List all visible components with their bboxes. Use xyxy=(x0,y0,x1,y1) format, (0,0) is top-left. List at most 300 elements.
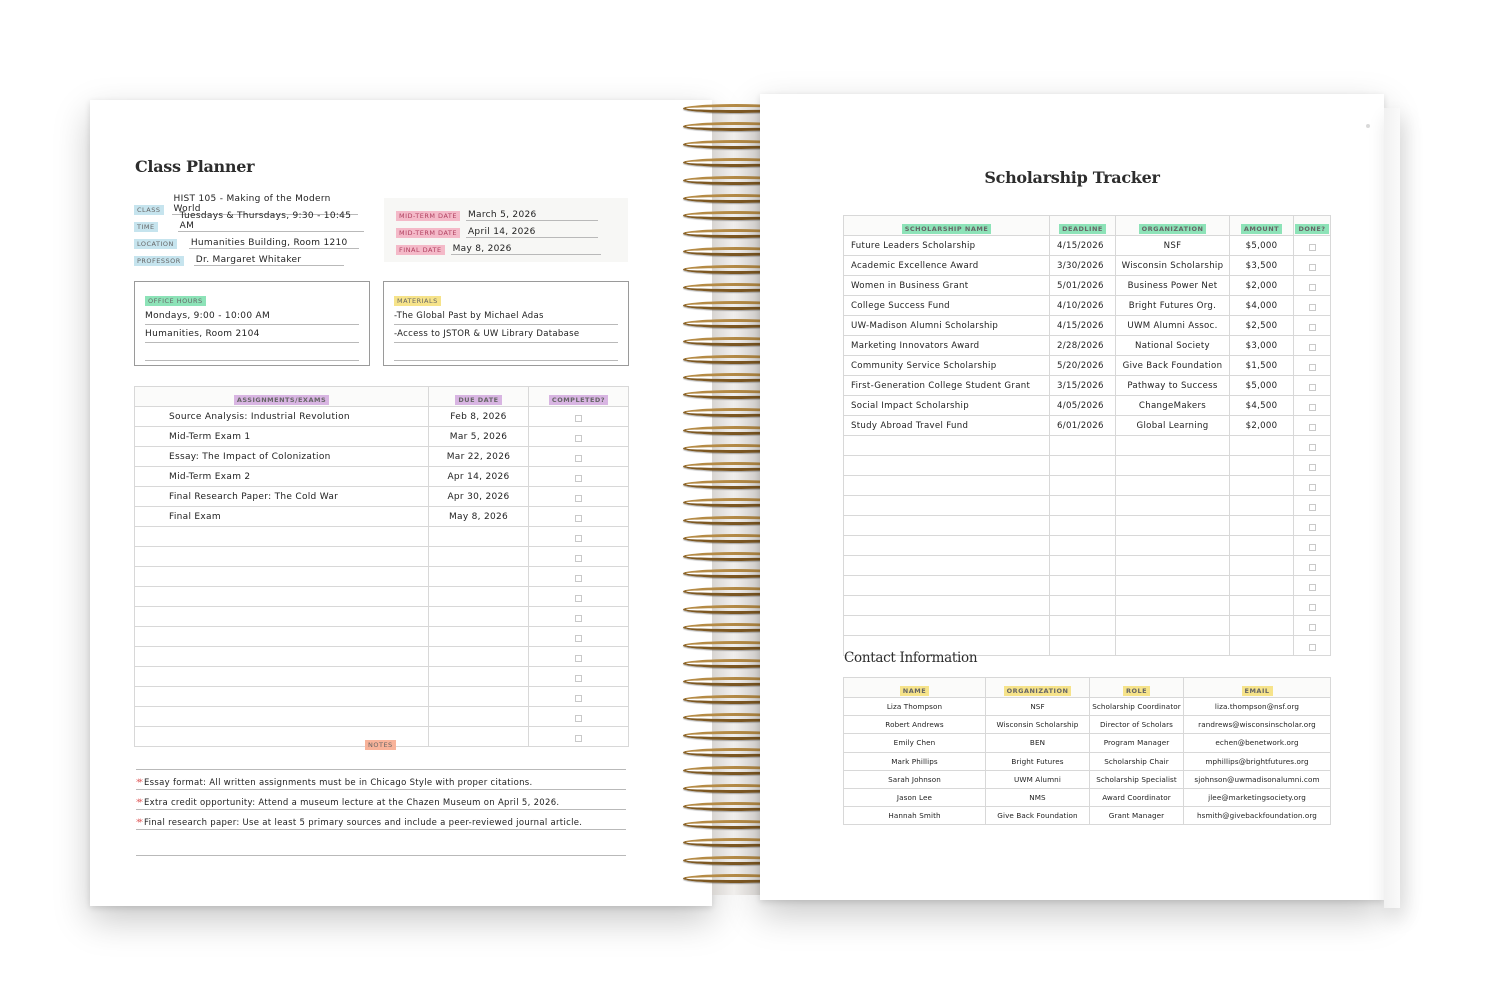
scholarship-organization[interactable]: Bright Futures Org. xyxy=(1116,296,1230,316)
notes-line[interactable] xyxy=(136,830,626,856)
scholarship-organization[interactable] xyxy=(1116,476,1230,496)
done-header: DONE? xyxy=(1294,216,1331,236)
scholarship-organization[interactable] xyxy=(1116,556,1230,576)
assignment-completed xyxy=(529,547,629,567)
contact-row[interactable] xyxy=(844,734,1331,752)
scholarship-deadline[interactable] xyxy=(1050,556,1116,576)
scholarship-row[interactable] xyxy=(844,476,1331,496)
assignment-name[interactable] xyxy=(135,667,429,687)
assignment-name[interactable]: Mid-Term Exam 2 xyxy=(135,467,429,487)
scholarship-name[interactable]: Future Leaders Scholarship xyxy=(844,236,1050,256)
assignment-row[interactable] xyxy=(135,587,629,607)
completed-checkbox[interactable] xyxy=(575,535,582,542)
note-item[interactable]: ** Essay format: All written assignments must be in Chicago Style with proper citations. xyxy=(136,770,626,790)
scholarship-done xyxy=(1294,276,1331,296)
contact-role[interactable]: Program Manager xyxy=(1090,734,1184,752)
assignment-due-date[interactable] xyxy=(429,567,529,587)
scholarship-done xyxy=(1294,636,1331,656)
contact-name[interactable]: Emily Chen xyxy=(844,734,986,752)
scholarship-row[interactable] xyxy=(844,416,1331,436)
assignment-name[interactable]: Source Analysis: Industrial Revolution xyxy=(135,407,429,427)
scholarship-amount[interactable]: $3,000 xyxy=(1230,336,1294,356)
scholarship-done xyxy=(1294,616,1331,636)
scholarship-amount[interactable] xyxy=(1230,576,1294,596)
scholarship-deadline[interactable]: 5/01/2026 xyxy=(1050,276,1116,296)
assignment-completed xyxy=(529,727,629,747)
midterm-2-label: MID-TERM DATE xyxy=(396,228,460,238)
scholarship-amount[interactable] xyxy=(1230,496,1294,516)
scholarship-amount[interactable]: $5,000 xyxy=(1230,236,1294,256)
scholarship-deadline[interactable]: 3/15/2026 xyxy=(1050,376,1116,396)
final-date-label: FINAL DATE xyxy=(396,245,445,255)
done-checkbox[interactable] xyxy=(1309,544,1316,551)
scholarship-deadline[interactable] xyxy=(1050,616,1116,636)
scholarship-row[interactable] xyxy=(844,456,1331,476)
completed-checkbox[interactable] xyxy=(575,415,582,422)
scholarship-deadline[interactable]: 2/28/2026 xyxy=(1050,336,1116,356)
assignment-completed xyxy=(529,607,629,627)
contact-email-header: EMAIL xyxy=(1184,678,1331,698)
contact-email[interactable]: randrews@wisconsinscholar.org xyxy=(1184,716,1331,734)
assignment-due-date[interactable]: Apr 30, 2026 xyxy=(429,487,529,507)
scholarship-done xyxy=(1294,396,1331,416)
contacts-body xyxy=(844,698,1331,825)
contact-row[interactable] xyxy=(844,698,1331,716)
completed-checkbox[interactable] xyxy=(575,655,582,662)
assignment-row[interactable] xyxy=(135,627,629,647)
note-item[interactable]: ** Extra credit opportunity: Attend a museum lecture at the Chazen Museum on April 5, 2026. xyxy=(136,790,626,810)
professor-value[interactable]: Dr. Margaret Whitaker xyxy=(194,255,344,266)
contact-email[interactable]: liza.thompson@nsf.org xyxy=(1184,698,1331,716)
contact-role[interactable]: Scholarship Coordinator xyxy=(1090,698,1184,716)
scholarship-name[interactable]: Marketing Innovators Award xyxy=(844,336,1050,356)
scholarship-amount[interactable] xyxy=(1230,556,1294,576)
contact-row[interactable] xyxy=(844,770,1331,788)
completed-checkbox[interactable] xyxy=(575,475,582,482)
scholarship-row[interactable] xyxy=(844,436,1331,456)
midterm-1-value[interactable]: March 5, 2026 xyxy=(466,210,598,221)
contact-role[interactable]: Director of Scholars xyxy=(1090,716,1184,734)
scholarship-organization[interactable] xyxy=(1116,516,1230,536)
scholarship-amount[interactable]: $5,000 xyxy=(1230,376,1294,396)
assignment-name[interactable]: Essay: The Impact of Colonization xyxy=(135,447,429,467)
scholarship-done xyxy=(1294,536,1331,556)
contact-name[interactable]: Robert Andrews xyxy=(844,716,986,734)
class-info-row xyxy=(134,211,374,232)
assignment-due-date[interactable]: Apr 14, 2026 xyxy=(429,467,529,487)
scholarship-name[interactable] xyxy=(844,456,1050,476)
scholarship-organization[interactable] xyxy=(1116,456,1230,476)
scholarship-deadline[interactable] xyxy=(1050,456,1116,476)
contacts-table xyxy=(843,677,1331,825)
office-hours-line[interactable]: Mondays, 9:00 - 10:00 AM xyxy=(145,307,359,325)
assignment-name[interactable] xyxy=(135,567,429,587)
scholarship-deadline[interactable] xyxy=(1050,516,1116,536)
completed-checkbox[interactable] xyxy=(575,515,582,522)
scholarship-row[interactable] xyxy=(844,516,1331,536)
right-page xyxy=(760,94,1384,900)
scholarship-organization[interactable] xyxy=(1116,496,1230,516)
assignment-name[interactable] xyxy=(135,647,429,667)
class-info-row xyxy=(134,232,374,249)
scholarship-done xyxy=(1294,596,1331,616)
materials-line[interactable]: -Access to JSTOR & UW Library Database xyxy=(394,325,618,343)
exam-dates xyxy=(384,198,628,262)
scholarship-row[interactable] xyxy=(844,236,1331,256)
scholarship-name[interactable] xyxy=(844,516,1050,536)
assignment-due-date[interactable]: Feb 8, 2026 xyxy=(429,407,529,427)
scholarship-name[interactable]: UW-Madison Alumni Scholarship xyxy=(844,316,1050,336)
scholarship-row[interactable] xyxy=(844,296,1331,316)
scholarship-deadline[interactable] xyxy=(1050,476,1116,496)
scholarship-done xyxy=(1294,476,1331,496)
scholarship-amount[interactable] xyxy=(1230,636,1294,656)
scholarship-deadline[interactable]: 4/15/2026 xyxy=(1050,316,1116,336)
scholarship-organization[interactable]: UWM Alumni Assoc. xyxy=(1116,316,1230,336)
completed-checkbox[interactable] xyxy=(575,595,582,602)
assignment-name[interactable] xyxy=(135,587,429,607)
assignments-table xyxy=(134,386,629,747)
scholarship-organization[interactable]: Business Power Net xyxy=(1116,276,1230,296)
done-checkbox[interactable] xyxy=(1309,604,1316,611)
scholarship-organization[interactable] xyxy=(1116,436,1230,456)
contact-email[interactable]: jlee@marketingsociety.org xyxy=(1184,788,1331,806)
assignment-row[interactable] xyxy=(135,687,629,707)
scholarship-deadline[interactable]: 5/20/2026 xyxy=(1050,356,1116,376)
contact-row[interactable] xyxy=(844,788,1331,806)
assignment-due-date[interactable] xyxy=(429,527,529,547)
assignment-completed xyxy=(529,587,629,607)
assignment-name[interactable]: Final Research Paper: The Cold War xyxy=(135,487,429,507)
scholarship-deadline[interactable]: 4/10/2026 xyxy=(1050,296,1116,316)
scholarship-deadline[interactable] xyxy=(1050,636,1116,656)
completed-checkbox[interactable] xyxy=(575,615,582,622)
scholarship-name[interactable]: Social Impact Scholarship xyxy=(844,396,1050,416)
scholarship-name[interactable]: Study Abroad Travel Fund xyxy=(844,416,1050,436)
assignment-due-date[interactable] xyxy=(429,547,529,567)
scholarship-name[interactable]: Academic Excellence Award xyxy=(844,256,1050,276)
assignment-row[interactable] xyxy=(135,427,629,447)
assignment-row[interactable] xyxy=(135,667,629,687)
assignment-row[interactable] xyxy=(135,447,629,467)
assignment-row[interactable] xyxy=(135,647,629,667)
assignment-row[interactable] xyxy=(135,607,629,627)
scholarship-deadline[interactable] xyxy=(1050,536,1116,556)
scholarship-amount[interactable]: $2,000 xyxy=(1230,276,1294,296)
completed-checkbox[interactable] xyxy=(575,635,582,642)
contact-organization[interactable]: Wisconsin Scholarship xyxy=(986,716,1090,734)
scholarship-row[interactable] xyxy=(844,556,1331,576)
scholarship-done xyxy=(1294,296,1331,316)
scholarship-organization[interactable] xyxy=(1116,536,1230,556)
scholarship-row[interactable] xyxy=(844,576,1331,596)
done-checkbox[interactable] xyxy=(1309,584,1316,591)
assignment-name[interactable]: Mid-Term Exam 1 xyxy=(135,427,429,447)
contact-email[interactable]: mphillips@brightfutures.org xyxy=(1184,752,1331,770)
assignment-name[interactable] xyxy=(135,687,429,707)
contact-role[interactable]: Scholarship Specialist xyxy=(1090,770,1184,788)
class-info-row xyxy=(134,249,374,266)
scholarship-done xyxy=(1294,256,1331,276)
scholarship-done xyxy=(1294,236,1331,256)
contact-name[interactable]: Liza Thompson xyxy=(844,698,986,716)
done-checkbox[interactable] xyxy=(1309,484,1316,491)
assignment-name[interactable] xyxy=(135,527,429,547)
scholarship-organization[interactable]: Wisconsin Scholarship xyxy=(1116,256,1230,276)
scholarship-row[interactable] xyxy=(844,396,1331,416)
scholarship-done xyxy=(1294,336,1331,356)
scholarship-title: Scholarship Tracker xyxy=(984,168,1160,187)
assignment-name[interactable] xyxy=(135,707,429,727)
scholarship-row[interactable] xyxy=(844,336,1331,356)
scholarship-name[interactable] xyxy=(844,496,1050,516)
scholarship-amount[interactable] xyxy=(1230,596,1294,616)
done-checkbox[interactable] xyxy=(1309,384,1316,391)
contact-row[interactable] xyxy=(844,807,1331,825)
contact-email[interactable]: hsmith@givebackfoundation.org xyxy=(1184,807,1331,825)
contact-organization[interactable]: UWM Alumni xyxy=(986,770,1090,788)
exam-date-row xyxy=(396,221,616,238)
scholarship-organization[interactable] xyxy=(1116,576,1230,596)
assignment-due-date[interactable]: May 8, 2026 xyxy=(429,507,529,527)
scholarship-row[interactable] xyxy=(844,316,1331,336)
scholarship-amount[interactable] xyxy=(1230,536,1294,556)
scholarship-organization[interactable]: National Society xyxy=(1116,336,1230,356)
scholarship-deadline[interactable]: 4/15/2026 xyxy=(1050,236,1116,256)
scholarship-done xyxy=(1294,576,1331,596)
assignment-name[interactable]: Final Exam xyxy=(135,507,429,527)
completed-checkbox[interactable] xyxy=(575,435,582,442)
scholarship-amount[interactable] xyxy=(1230,456,1294,476)
assignment-due-date[interactable] xyxy=(429,647,529,667)
scholarship-name[interactable] xyxy=(844,536,1050,556)
contact-organization[interactable]: Give Back Foundation xyxy=(986,807,1090,825)
scholarship-amount[interactable] xyxy=(1230,616,1294,636)
office-hours-line[interactable]: Humanities, Room 2104 xyxy=(145,325,359,343)
scholarship-name-header: SCHOLARSHIP NAME xyxy=(844,216,1050,236)
assignment-due-date[interactable] xyxy=(429,607,529,627)
page-hole xyxy=(1366,124,1370,128)
materials-line[interactable] xyxy=(394,343,618,361)
notes-area xyxy=(136,762,626,856)
contact-name[interactable]: Mark Phillips xyxy=(844,752,986,770)
contact-organization[interactable]: BEN xyxy=(986,734,1090,752)
assignment-row[interactable] xyxy=(135,507,629,527)
note-star-icon: ** xyxy=(136,818,141,828)
done-checkbox[interactable] xyxy=(1309,404,1316,411)
assignment-row[interactable] xyxy=(135,467,629,487)
done-checkbox[interactable] xyxy=(1309,284,1316,291)
assignment-name[interactable] xyxy=(135,547,429,567)
assignment-due-date[interactable] xyxy=(429,687,529,707)
completed-checkbox[interactable] xyxy=(575,735,582,742)
assignment-completed xyxy=(529,527,629,547)
scholarship-row[interactable] xyxy=(844,356,1331,376)
class-value[interactable]: HIST 105 - Making of the Modern World xyxy=(172,194,358,215)
done-checkbox[interactable] xyxy=(1309,524,1316,531)
contact-row[interactable] xyxy=(844,752,1331,770)
scholarship-name[interactable] xyxy=(844,576,1050,596)
assignments-body xyxy=(135,407,629,747)
scholarship-deadline[interactable]: 6/01/2026 xyxy=(1050,416,1116,436)
scholarship-deadline[interactable] xyxy=(1050,436,1116,456)
scholarship-name[interactable] xyxy=(844,476,1050,496)
scholarship-row[interactable] xyxy=(844,276,1331,296)
location-value[interactable]: Humanities Building, Room 1210 xyxy=(189,238,359,249)
assignment-completed xyxy=(529,647,629,667)
scholarship-organization[interactable] xyxy=(1116,636,1230,656)
time-value[interactable]: Tuesdays & Thursdays, 9:30 - 10:45 AM xyxy=(178,211,364,232)
completed-header-cell: COMPLETED? xyxy=(529,387,629,407)
assignment-row[interactable] xyxy=(135,527,629,547)
done-checkbox[interactable] xyxy=(1309,244,1316,251)
completed-checkbox[interactable] xyxy=(575,675,582,682)
done-checkbox[interactable] xyxy=(1309,324,1316,331)
completed-checkbox[interactable] xyxy=(575,695,582,702)
office-hours-box xyxy=(134,281,370,366)
materials-box xyxy=(383,281,629,366)
scholarship-organization[interactable]: ChangeMakers xyxy=(1116,396,1230,416)
assignment-row[interactable] xyxy=(135,707,629,727)
assignment-completed xyxy=(529,627,629,647)
scholarship-deadline[interactable]: 3/30/2026 xyxy=(1050,256,1116,276)
scholarship-done xyxy=(1294,376,1331,396)
note-item[interactable]: ** Final research paper: Use at least 5 primary sources and include a peer-reviewed journal article. xyxy=(136,810,626,830)
scholarship-deadline[interactable] xyxy=(1050,576,1116,596)
done-checkbox[interactable] xyxy=(1309,344,1316,351)
completed-checkbox[interactable] xyxy=(575,455,582,462)
class-label: CLASS xyxy=(134,205,164,215)
scholarship-row[interactable] xyxy=(844,616,1331,636)
assignment-due-date[interactable]: Mar 5, 2026 xyxy=(429,427,529,447)
scholarship-done xyxy=(1294,516,1331,536)
contact-role[interactable]: Scholarship Chair xyxy=(1090,752,1184,770)
midterm-2-value[interactable]: April 14, 2026 xyxy=(466,227,598,238)
done-checkbox[interactable] xyxy=(1309,444,1316,451)
contact-organization[interactable]: NSF xyxy=(986,698,1090,716)
done-checkbox[interactable] xyxy=(1309,304,1316,311)
scholarship-amount[interactable] xyxy=(1230,436,1294,456)
scholarship-name[interactable]: College Success Fund xyxy=(844,296,1050,316)
note-star-icon: ** xyxy=(136,798,141,808)
assignment-completed xyxy=(529,467,629,487)
assignment-row[interactable] xyxy=(135,567,629,587)
contacts-title: Contact Information xyxy=(844,650,978,666)
scholarship-name[interactable] xyxy=(844,556,1050,576)
scholarship-amount[interactable]: $4,500 xyxy=(1230,396,1294,416)
assignment-name[interactable] xyxy=(135,607,429,627)
deadline-header: DEADLINE xyxy=(1050,216,1116,236)
scholarship-done xyxy=(1294,316,1331,336)
final-date-value[interactable]: May 8, 2026 xyxy=(451,244,601,255)
scholarship-header-row xyxy=(844,216,1331,236)
scholarship-row[interactable] xyxy=(844,596,1331,616)
contact-name[interactable]: Jason Lee xyxy=(844,788,986,806)
scholarship-name[interactable] xyxy=(844,616,1050,636)
completed-checkbox[interactable] xyxy=(575,495,582,502)
assignment-due-date[interactable] xyxy=(429,627,529,647)
scholarship-organization[interactable]: Pathway to Success xyxy=(1116,376,1230,396)
scholarship-organization[interactable]: Give Back Foundation xyxy=(1116,356,1230,376)
scholarship-name[interactable]: Community Service Scholarship xyxy=(844,356,1050,376)
scholarship-organization[interactable] xyxy=(1116,596,1230,616)
midterm-1-label: MID-TERM DATE xyxy=(396,211,460,221)
scholarship-organization[interactable]: NSF xyxy=(1116,236,1230,256)
contact-email[interactable]: echen@benetwork.org xyxy=(1184,734,1331,752)
assignment-due-date[interactable] xyxy=(429,707,529,727)
done-checkbox[interactable] xyxy=(1309,364,1316,371)
done-checkbox[interactable] xyxy=(1309,564,1316,571)
assignment-name[interactable] xyxy=(135,627,429,647)
scholarship-name[interactable] xyxy=(844,436,1050,456)
assignments-header-row xyxy=(135,387,629,407)
assignment-due-date[interactable]: Mar 22, 2026 xyxy=(429,447,529,467)
scholarship-amount[interactable]: $1,500 xyxy=(1230,356,1294,376)
contact-organization[interactable]: NMS xyxy=(986,788,1090,806)
scholarship-row[interactable] xyxy=(844,376,1331,396)
scholarship-name[interactable]: First-Generation College Student Grant xyxy=(844,376,1050,396)
professor-label: PROFESSOR xyxy=(134,256,184,266)
scholarship-amount[interactable]: $4,000 xyxy=(1230,296,1294,316)
scholarship-deadline[interactable]: 4/05/2026 xyxy=(1050,396,1116,416)
scholarship-amount[interactable] xyxy=(1230,516,1294,536)
contact-organization[interactable]: Bright Futures xyxy=(986,752,1090,770)
contact-role[interactable]: Award Coordinator xyxy=(1090,788,1184,806)
scholarship-amount[interactable] xyxy=(1230,476,1294,496)
completed-checkbox[interactable] xyxy=(575,575,582,582)
scholarship-row[interactable] xyxy=(844,496,1331,516)
scholarship-amount[interactable]: $2,000 xyxy=(1230,416,1294,436)
completed-checkbox[interactable] xyxy=(575,555,582,562)
materials-line[interactable]: -The Global Past by Michael Adas xyxy=(394,307,618,325)
done-checkbox[interactable] xyxy=(1309,264,1316,271)
done-checkbox[interactable] xyxy=(1309,504,1316,511)
notes-line[interactable] xyxy=(136,762,626,770)
scholarship-name[interactable]: Women in Business Grant xyxy=(844,276,1050,296)
location-label: LOCATION xyxy=(134,239,177,249)
assignment-row[interactable] xyxy=(135,407,629,427)
contacts-header-row xyxy=(844,678,1331,698)
contact-role[interactable]: Grant Manager xyxy=(1090,807,1184,825)
scholarship-amount[interactable]: $2,500 xyxy=(1230,316,1294,336)
contact-name[interactable]: Hannah Smith xyxy=(844,807,986,825)
scholarship-deadline[interactable] xyxy=(1050,496,1116,516)
scholarship-name[interactable] xyxy=(844,596,1050,616)
scholarship-organization[interactable] xyxy=(1116,616,1230,636)
contact-name[interactable]: Sarah Johnson xyxy=(844,770,986,788)
scholarship-row[interactable] xyxy=(844,256,1331,276)
done-checkbox[interactable] xyxy=(1309,644,1316,651)
assignment-due-date[interactable] xyxy=(429,727,529,747)
done-checkbox[interactable] xyxy=(1309,424,1316,431)
contact-email[interactable]: sjohnson@uwmadisonalumni.com xyxy=(1184,770,1331,788)
done-checkbox[interactable] xyxy=(1309,464,1316,471)
assignment-due-date[interactable] xyxy=(429,587,529,607)
completed-checkbox[interactable] xyxy=(575,715,582,722)
done-checkbox[interactable] xyxy=(1309,624,1316,631)
scholarship-row[interactable] xyxy=(844,536,1331,556)
assignment-row[interactable] xyxy=(135,487,629,507)
assignment-due-date[interactable] xyxy=(429,667,529,687)
assignment-row[interactable] xyxy=(135,547,629,567)
contact-row[interactable] xyxy=(844,716,1331,734)
scholarship-deadline[interactable] xyxy=(1050,596,1116,616)
scholarship-organization[interactable]: Global Learning xyxy=(1116,416,1230,436)
materials-label: MATERIALS xyxy=(394,296,441,306)
office-hours-line[interactable] xyxy=(145,343,359,361)
assignment-completed xyxy=(529,687,629,707)
scholarship-amount[interactable]: $3,500 xyxy=(1230,256,1294,276)
